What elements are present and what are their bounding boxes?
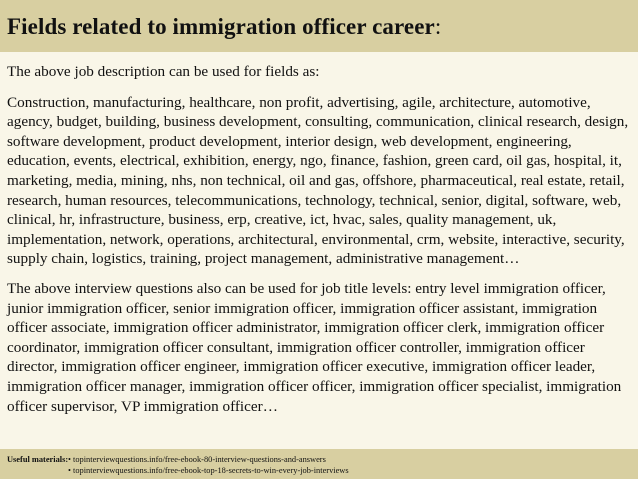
title-colon: : xyxy=(434,14,442,39)
footer-link-2[interactable]: • topinterviewquestions.info/free-ebook-top-18-secrets-to-win-every-job-interviews xyxy=(68,466,349,475)
footer-label: Useful materials: xyxy=(7,455,69,464)
intro-paragraph: The above job description can be used for fields as: xyxy=(7,63,320,80)
footer-row-1 xyxy=(7,454,638,465)
levels-paragraph: The above interview questions also can be used for job title levels: entry level immigration officer, junior immigration officer, senior immigration officer, immigration officer assistant, immigration officer associate, immigration officer administrator, immigration officer clerk, immigration officer coordinator, immigration officer consultant, immigration officer controller, immigration officer director, immigration officer engineer, immigration officer executive, immigration officer leader, immigration officer manager, immigration officer officer, immigration officer specialist, immigration officer supervisor, VP immigration officer… xyxy=(7,279,622,415)
page-title xyxy=(7,14,638,40)
content-area xyxy=(7,62,632,426)
footer-bar xyxy=(0,449,638,479)
footer-label-spacer xyxy=(7,465,68,476)
header-bar xyxy=(0,0,638,52)
footer-row-2 xyxy=(7,465,638,476)
footer-link-1[interactable]: • topinterviewquestions.info/free-ebook-80-interview-questions-and-answers xyxy=(68,455,326,464)
title-text: Fields related to immigration officer career xyxy=(7,14,435,39)
fields-paragraph: Construction, manufacturing, healthcare, non profit, advertising, agile, architecture, automotive, agency, budget, building, business development, consulting, communication, clinical research, design, software development, product development, interior design, web development, engineering, education, events, electrical, exhibition, energy, ngo, finance, fashion, green card, oil gas, hospital, it, marketing, media, mining, nhs, non technical, oil and gas, offshore, pharmaceutical, real estate, retail, research, human resources, telecommunications, technology, technical, senior, digital, software, web, clinical, hr, infrastructure, business, erp, creative, ict, hvac, sales, quality management, uk, implementation, network, operations, architectural, environmental, crm, website, interactive, security, supply chain, logistics, training, project management, administrative management… xyxy=(7,93,629,268)
